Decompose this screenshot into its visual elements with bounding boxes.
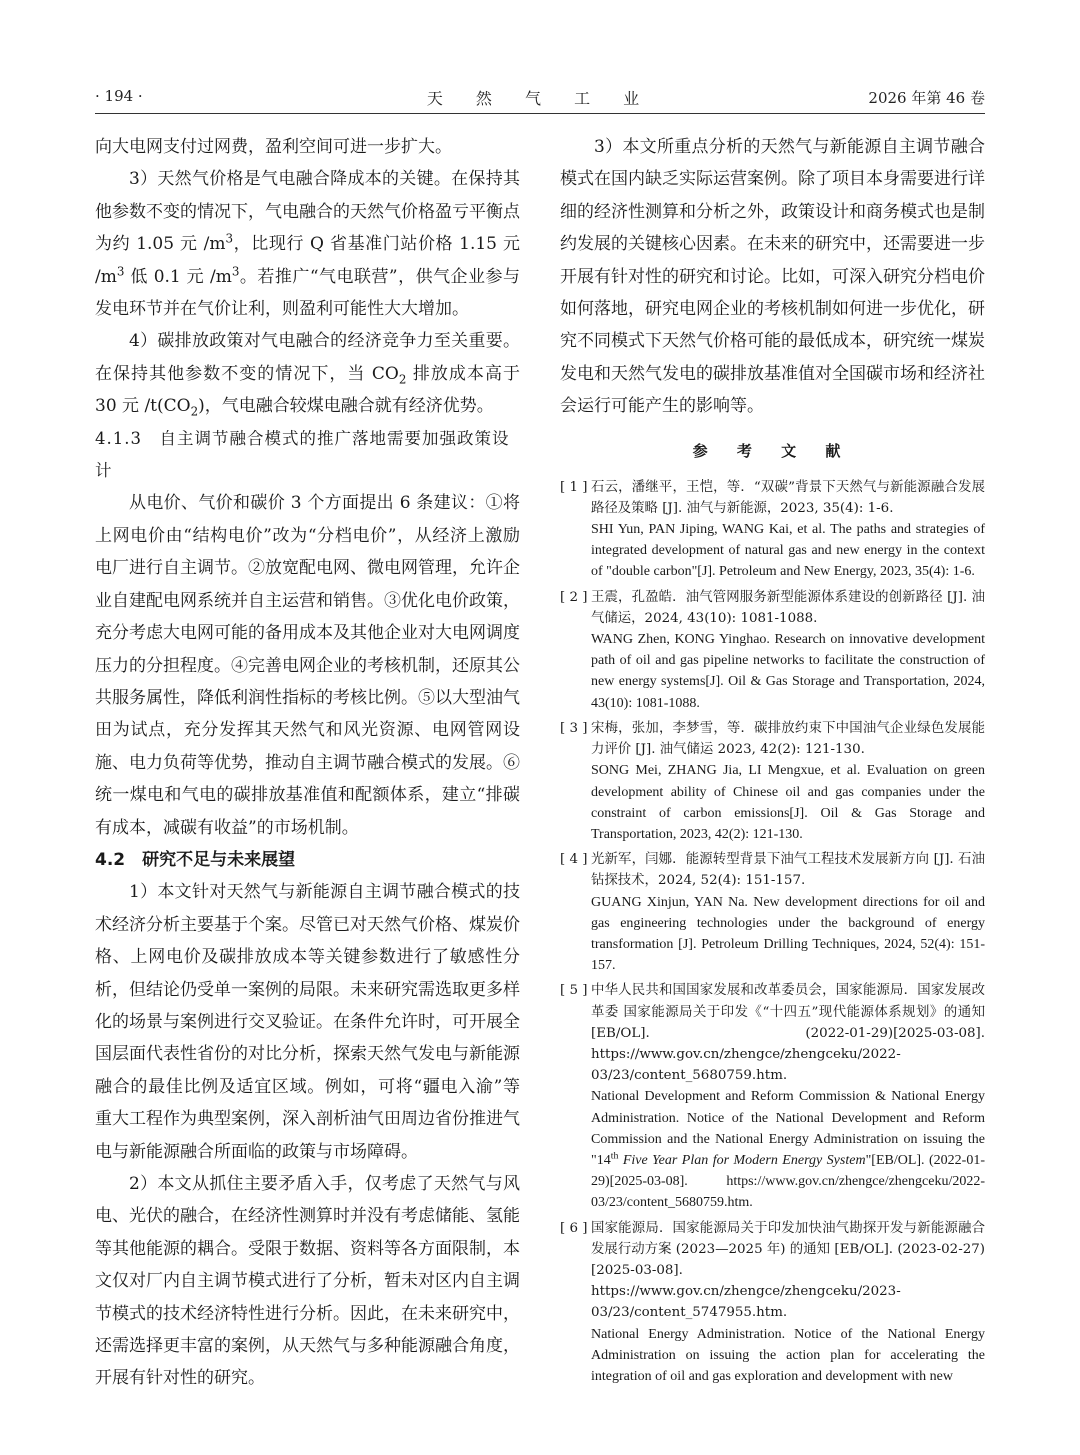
reference-cn: 宋梅，张加，李梦雪，等．碳排放约束下中国油气企业绿色发展能力评价 [J]. 油气储运 2023, 42(2): 121-130.: [591, 720, 985, 758]
reference-item: [560, 587, 985, 714]
reference-en: National Development and Reform Commission & National Energy Administration. Notice of the National Development and Reform Commission and the National Energy Administration on issuing the "14th Five Year Plan for Modern Energy System"[EB/OL]. (2022-01-29)[2025-03-08]. https://www.gov.cn/zhengce/zhengceku/2022-03/23/content_5680759.htm.: [591, 1089, 985, 1211]
reference-en: GUANG Xinjun, YAN Na. New development directions for oil and gas engineering technologies under the background of energy transformation [J]. Petroleum Drilling Techniques, 2024, 52(4): 151-157.: [591, 894, 985, 974]
reference-cn: 中华人民共和国国家发展和改革委员会，国家能源局．国家发展改革委 国家能源局关于印发《“十四五”现代能源体系规划》的通知 [EB/OL]. (2022-01-29)[2025-03-08]. https://www.gov.cn/zhengce/zhengceku/2022-03/23/content_5680759.htm.: [591, 983, 985, 1084]
reference-en: National Energy Administration. Notice of the National Energy Administration on issuing the action plan for accelerating the integration of oil and gas exploration and development with new: [591, 1326, 985, 1384]
paragraph: 3）本文所重点分析的天然气与新能源自主调节融合模式在国内缺乏实际运营案例。除了项目本身需要进行详细的经济性测算和分析之外，政策设计和商务模式也是制约发展的关键核心因素。在未来的研究中，还需要进一步开展有针对性的研究和讨论。比如，可深入研究分档电价如何落地，研究电网企业的考核机制如何进一步优化，研究不同模式下天然气价格可能的最低成本，研究统一煤炭发电和天然气发电的碳排放基准值对全国碳市场和经济社会运行可能产生的影响等。: [560, 137, 985, 417]
reference-item: [560, 980, 985, 1213]
paragraph: 3）天然气价格是气电融合降成本的关键。在保持其他参数不变的情况下，气电融合的天然气价格盈亏平衡点为约 1.05 元 $/m^3$，比现行 Q 省基准门站价格 1.15 元 $/m^3$ 低 0.1 元 $/m^3$。若推广“气电联营”，供气企业参与发电环节并在气价让利，则盈利可能性大大增加。: [95, 169, 521, 320]
reference-number: [ 4 ]: [560, 852, 588, 868]
reference-number: [ 2 ]: [560, 589, 588, 605]
reference-number: [ 1 ]: [560, 479, 588, 495]
reference-en: SHI Yun, PAN Jiping, WANG Kai, et al. The paths and strategies of integrated development of natural gas and new energy in the context of "double carbon"[J]. Petroleum and New Energy, 2023, 35(4): 1-6.: [591, 522, 985, 580]
page-number: · 194 ·: [95, 87, 143, 105]
paragraph: 从电价、气价和碳价 3 个方面提出 6 条建议：①将上网电价由“结构电价”改为“分档电价”，从经济上激励电厂进行自主调节。②放宽配电网、微电网管理，允许企业自建配电网系统并自主运营和销售。③优化电价政策，充分考虑大电网可能的备用成本及其他企业对大电网调度压力的分担程度。④完善电网企业的考核机制，还原其公共服务属性，降低利润性指标的考核比例。⑤以大型油气田为试点，充分发挥其天然气和风光资源、电网管网设施、电力负荷等优势，推动自主调节融合模式的发展。⑥统一煤电和气电的碳排放基准值和配额体系，建立“排碳有成本，减碳有收益”的市场机制。: [95, 493, 520, 838]
header-rule: [95, 113, 985, 114]
left-column: [95, 131, 520, 1395]
reference-number: [ 6 ]: [560, 1220, 588, 1236]
journal-title: 天 然 气 工 业: [426, 89, 654, 108]
reference-cn: 王震，孔盈皓．油气管网服务新型能源体系建设的创新路径 [J]. 油气储运，2024, 43(10): 1081-1088.: [591, 589, 985, 626]
references-title: 参 考 文 献: [692, 441, 853, 460]
reference-item: [560, 718, 985, 845]
paragraph: 4）碳排放政策对气电融合的经济竞争力至关重要。在保持其他参数不变的情况下，当 $CO_2$ 排放成本高于 30 元 $/t(CO_2)$，气电融合较煤电融合就有经济优势。: [95, 331, 520, 419]
reference-cn: 石云，潘继平，王恺，等．“双碳”背景下天然气与新能源融合发展路径及策略 [J]. 油气与新能源，2023, 35(4): 1-6.: [591, 479, 985, 516]
right-column: [560, 131, 985, 1391]
paragraph: 2）本文从抓住主要矛盾入手，仅考虑了天然气与风电、光伏的融合，在经济性测算时并没有考虑储能、氢能等其他能源的耦合。受限于数据、资料等各方面限制，本文仅对厂内自主调节模式进行了分析，暂未对区内自主调节模式的技术经济特性进行分析。因此，在未来研究中，还需选择更丰富的案例，从天然气与多种能源融合角度，开展有针对性的研究。: [95, 1174, 520, 1389]
paragraph: 向大电网支付过网费，盈利空间可进一步扩大。: [95, 137, 452, 157]
reference-cn: 国家能源局．国家能源局关于印发加快油气勘探开发与新能源融合发展行动方案 (2023—2025 年) 的通知 [EB/OL]. (2023-02-27)[2025-03-08]. https://www.gov.cn/zhengce/zhengceku/2023-03/23/content_5747955.htm.: [591, 1220, 985, 1321]
reference-item: [560, 1218, 985, 1388]
paragraph: 1）本文针对天然气与新能源自主调节融合模式的技术经济分析主要基于个案。尽管已对天然气价格、煤炭价格、上网电价及碳排放成本等关键参数进行了敏感性分析，但结论仍受单一案例的局限。未来研究需选取更多样化的场景与案例进行交叉验证。在条件允许时，可开展全国层面代表性省份的对比分析，探索天然气发电与新能源融合的最佳比例及适宜区域。例如，可将“疆电入渝”等重大工程作为典型案例，深入剖析油气田周边省份推进气电与新能源融合所面临的政策与市场障碍。: [95, 882, 520, 1162]
volume-label: 2026 年第 46 卷: [868, 89, 985, 107]
page-header: [95, 84, 985, 110]
reference-en: SONG Mei, ZHANG Jia, LI Mengxue, et al. Evaluation on green development ability of Chinese oil and gas companies under the constraint of carbon emissions[J]. Oil & Gas Storage and Transportation, 2023, 42(2): 121-130.: [591, 763, 985, 842]
reference-number: [ 3 ]: [560, 720, 588, 736]
reference-item: [560, 849, 985, 976]
reference-number: [ 5 ]: [560, 983, 588, 999]
reference-cn: 光新军，闫娜．能源转型背景下油气工程技术发展新方向 [J]. 石油钻探技术，2024, 52(4): 151-157.: [591, 852, 985, 889]
reference-item: [560, 477, 985, 583]
reference-en: WANG Zhen, KONG Yinghao. Research on innovative development path of oil and gas pipeline networks to facilitate the construction of new energy systems[J]. Oil & Gas Storage and Transportation, 2024, 43(10): 1081-1088.: [591, 632, 985, 711]
subsection-heading: 4.1.3 自主调节融合模式的推广落地需要加强政策设计: [95, 428, 510, 481]
section-heading: 4.2 研究不足与未来展望: [95, 849, 296, 870]
